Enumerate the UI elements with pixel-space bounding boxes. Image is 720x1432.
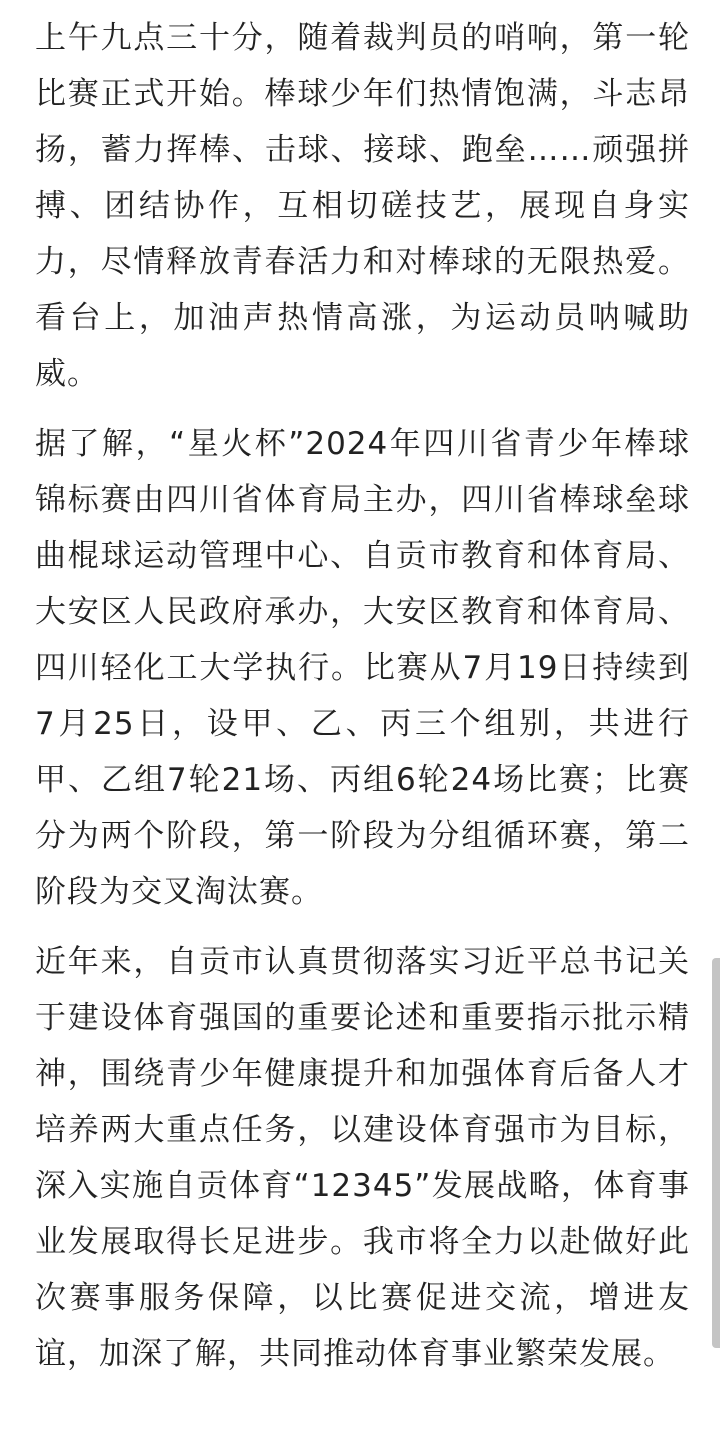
article-paragraph-2: 据了解，“星火杯”2024年四川省青少年棒球锦标赛由四川省体育局主办，四川省棒球垒球曲棍球运动管理中心、自贡市教育和体育局、大安区人民政府承办，大安区教育和体育局、四川轻化工大学执行。比赛从7月19日持续到7月25日，设甲、乙、丙三个组别，共进行甲、乙组7轮21场、丙组6轮24场比赛；比赛分为两个阶段，第一阶段为分组循环赛，第二阶段为交叉淘汰赛。 — [35, 426, 690, 910]
article-body — [35, 10, 690, 1382]
vertical-scrollbar[interactable] — [712, 958, 720, 1348]
article-paragraph-1: 上午九点三十分，随着裁判员的哨响，第一轮比赛正式开始。棒球少年们热情饱满，斗志昂扬，蓄力挥棒、击球、接球、跑垒……顽强拼搏、团结协作，互相切磋技艺，展现自身实力，尽情释放青春活力和对棒球的无限热爱。看台上，加油声热情高涨，为运动员呐喊助威。 — [35, 20, 690, 392]
article-paragraph-3: 近年来，自贡市认真贯彻落实习近平总书记关于建设体育强国的重要论述和重要指示批示精神，围绕青少年健康提升和加强体育后备人才培养两大重点任务，以建设体育强市为目标，深入实施自贡体育“12345”发展战略，体育事业发展取得长足进步。我市将全力以赴做好此次赛事服务保障，以比赛促进交流，增进友谊，加深了解，共同推动体育事业繁荣发展。 — [35, 944, 690, 1372]
